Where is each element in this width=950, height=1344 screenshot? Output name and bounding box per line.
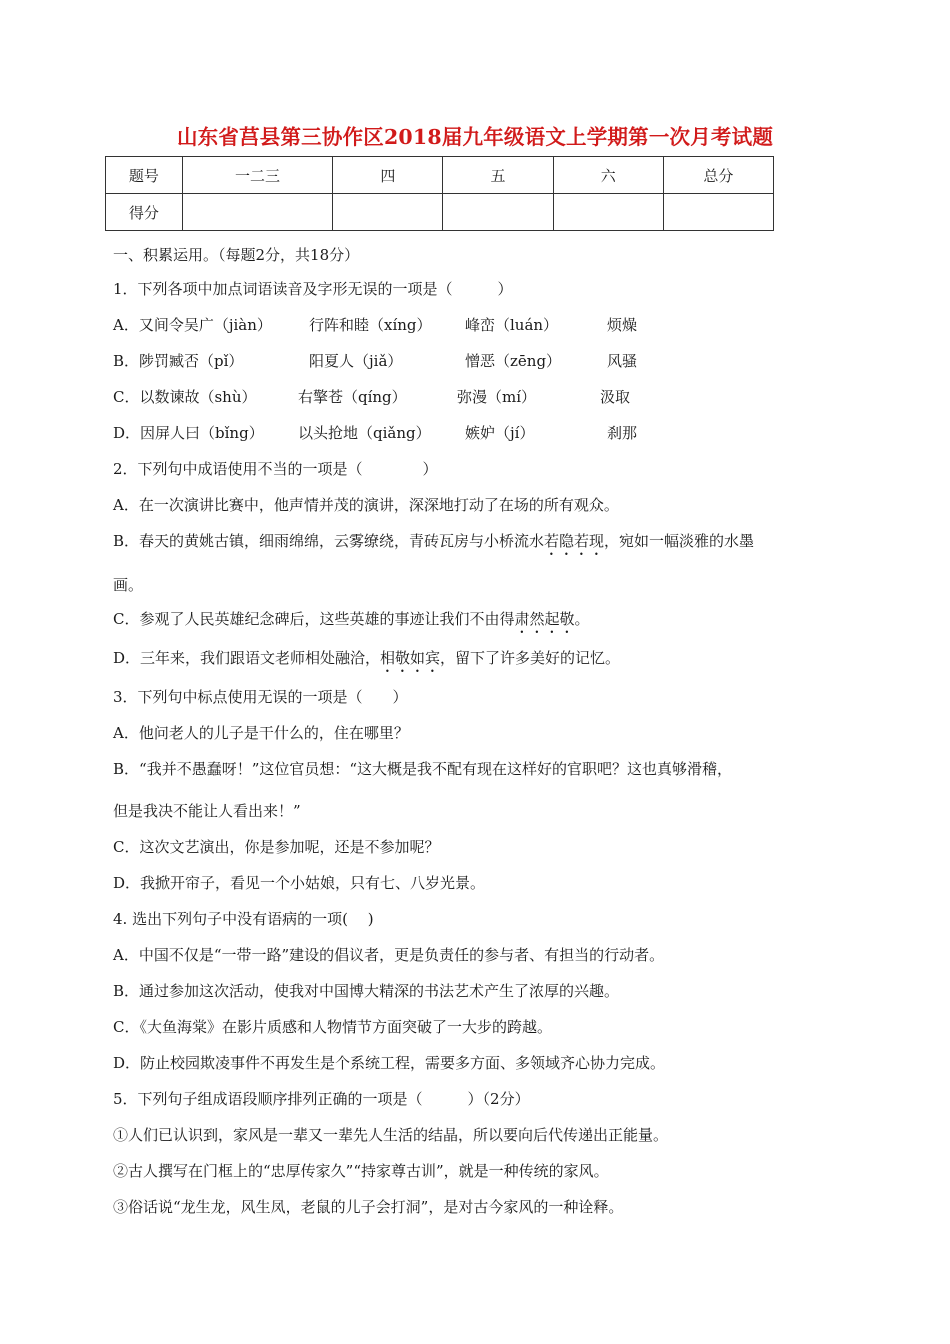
score-table	[105, 156, 774, 231]
question-4-option-a: A．中国不仅是“一带一路”建设的倡议者，更是负责任的参与者、有担当的行动者。	[113, 946, 665, 964]
option-part: 阳夏人（jiǎ）	[309, 352, 403, 370]
score-table-score-row	[106, 194, 774, 231]
option-part: 弥漫（mí）	[457, 388, 537, 406]
exam-title: 山东省莒县第三协作区2018届九年级语文上学期第一次月考试题	[176, 125, 774, 149]
question-3-option-a: A．他问老人的儿子是干什么的，住在哪里？	[113, 724, 409, 742]
option-part: 烦燥	[607, 316, 638, 334]
option-part: 右擎苍（qíng）	[298, 388, 407, 406]
question-4-stem: 4. 选出下列句子中没有语病的一项( )	[113, 910, 374, 928]
option-part: A．又间令吴广（jiàn）	[113, 316, 272, 334]
score-header-cell: 六	[553, 157, 663, 194]
emphasized-idiom: 若隐若现	[544, 532, 605, 550]
question-4-option-b: B．通过参加这次活动，使我对中国博大精深的书法艺术产生了浓厚的兴趣。	[113, 982, 620, 1000]
text-segment: ，留下了许多美好的记忆。	[440, 649, 621, 667]
question-3-option-d: D．我掀开帘子，看见一个小姑娘，只有七、八岁光景。	[113, 874, 486, 892]
text-segment: C．参观了人民英雄纪念碑后，这些英雄的事迹让我们不由得	[113, 610, 515, 628]
text-segment: ，宛如一幅淡雅的水墨	[604, 532, 755, 550]
question-2-option-b	[113, 530, 754, 559]
option-part: 憎恶（zēng）	[465, 352, 562, 370]
question-2-option-d	[113, 647, 620, 676]
option-part: D．因屏人曰（bǐng）	[113, 424, 264, 442]
score-cell[interactable]	[553, 194, 663, 231]
emphasized-idiom: 肃然起敬	[514, 610, 575, 628]
emphasized-idiom: 相敬如宾	[380, 649, 441, 667]
question-3-option-c: C．这次文艺演出，你是参加呢，还是不参加呢？	[113, 838, 440, 856]
question-3-option-b: B．“我并不愚蠢呀！”这位官员想：“这大概是我不配有现在这样好的官职吧？这也真够滑稽，	[113, 760, 733, 778]
section-heading: 一、积累运用。（每题2分，共18分）	[113, 246, 360, 264]
option-part: 刹那	[607, 424, 638, 442]
option-part: 汲取	[600, 388, 631, 406]
question-5-stem: 5．下列句子组成语段顺序排列正确的一项是（ ）（2分）	[113, 1090, 530, 1108]
text-segment: 。	[574, 610, 590, 628]
question-1-stem: 1．下列各项中加点词语读音及字形无误的一项是（ ）	[113, 280, 513, 298]
question-3-option-b-continued: 但是我决不能让人看出来！”	[113, 802, 301, 820]
score-cell[interactable]	[663, 194, 773, 231]
question-2-option-b-continued: 画。	[113, 576, 144, 594]
score-header-cell: 总分	[663, 157, 773, 194]
score-header-cell: 一二三	[182, 157, 332, 194]
score-header-cell: 题号	[106, 157, 183, 194]
option-part: 行阵和睦（xíng）	[309, 316, 432, 334]
question-5-sentence-2: ②古人撰写在门框上的“忠厚传家久”“持家尊古训”，就是一种传统的家风。	[113, 1162, 609, 1180]
text-segment: B．春天的黄姚古镇，细雨绵绵，云雾缭绕，青砖瓦房与小桥流水	[113, 532, 545, 550]
option-part: 以头抢地（qiǎng）	[298, 424, 431, 442]
option-part: C．以数谏故（shù）	[113, 388, 257, 406]
option-part: 峰峦（luán）	[465, 316, 559, 334]
question-2-option-c	[113, 608, 590, 637]
score-row-label: 得分	[106, 194, 183, 231]
score-header-cell: 五	[443, 157, 553, 194]
question-4-option-d: D．防止校园欺凌事件不再发生是个系统工程，需要多方面、多领域齐心协力完成。	[113, 1054, 666, 1072]
question-2-stem: 2．下列句中成语使用不当的一项是（ ）	[113, 460, 438, 478]
option-part: 风骚	[607, 352, 638, 370]
question-2-option-a: A．在一次演讲比赛中，他声情并茂的演讲，深深地打动了在场的所有观众。	[113, 496, 619, 514]
score-cell[interactable]	[182, 194, 332, 231]
question-4-option-c: C．《大鱼海棠》在影片质感和人物情节方面突破了一大步的跨越。	[113, 1018, 552, 1036]
score-cell[interactable]	[443, 194, 553, 231]
question-3-stem: 3．下列句中标点使用无误的一项是（ ）	[113, 688, 408, 706]
option-part: B．陟罚臧否（pǐ）	[113, 352, 244, 370]
score-table-header-row	[106, 157, 774, 194]
score-header-cell: 四	[333, 157, 443, 194]
score-cell[interactable]	[333, 194, 443, 231]
option-part: 嫉妒（jí）	[465, 424, 535, 442]
question-5-sentence-3: ③俗话说“龙生龙，风生凤，老鼠的儿子会打洞”，是对古今家风的一种诠释。	[113, 1198, 624, 1216]
question-5-sentence-1: ①人们已认识到，家风是一辈又一辈先人生活的结晶，所以要向后代传递出正能量。	[113, 1126, 669, 1144]
text-segment: D．三年来，我们跟语文老师相处融洽，	[113, 649, 381, 667]
